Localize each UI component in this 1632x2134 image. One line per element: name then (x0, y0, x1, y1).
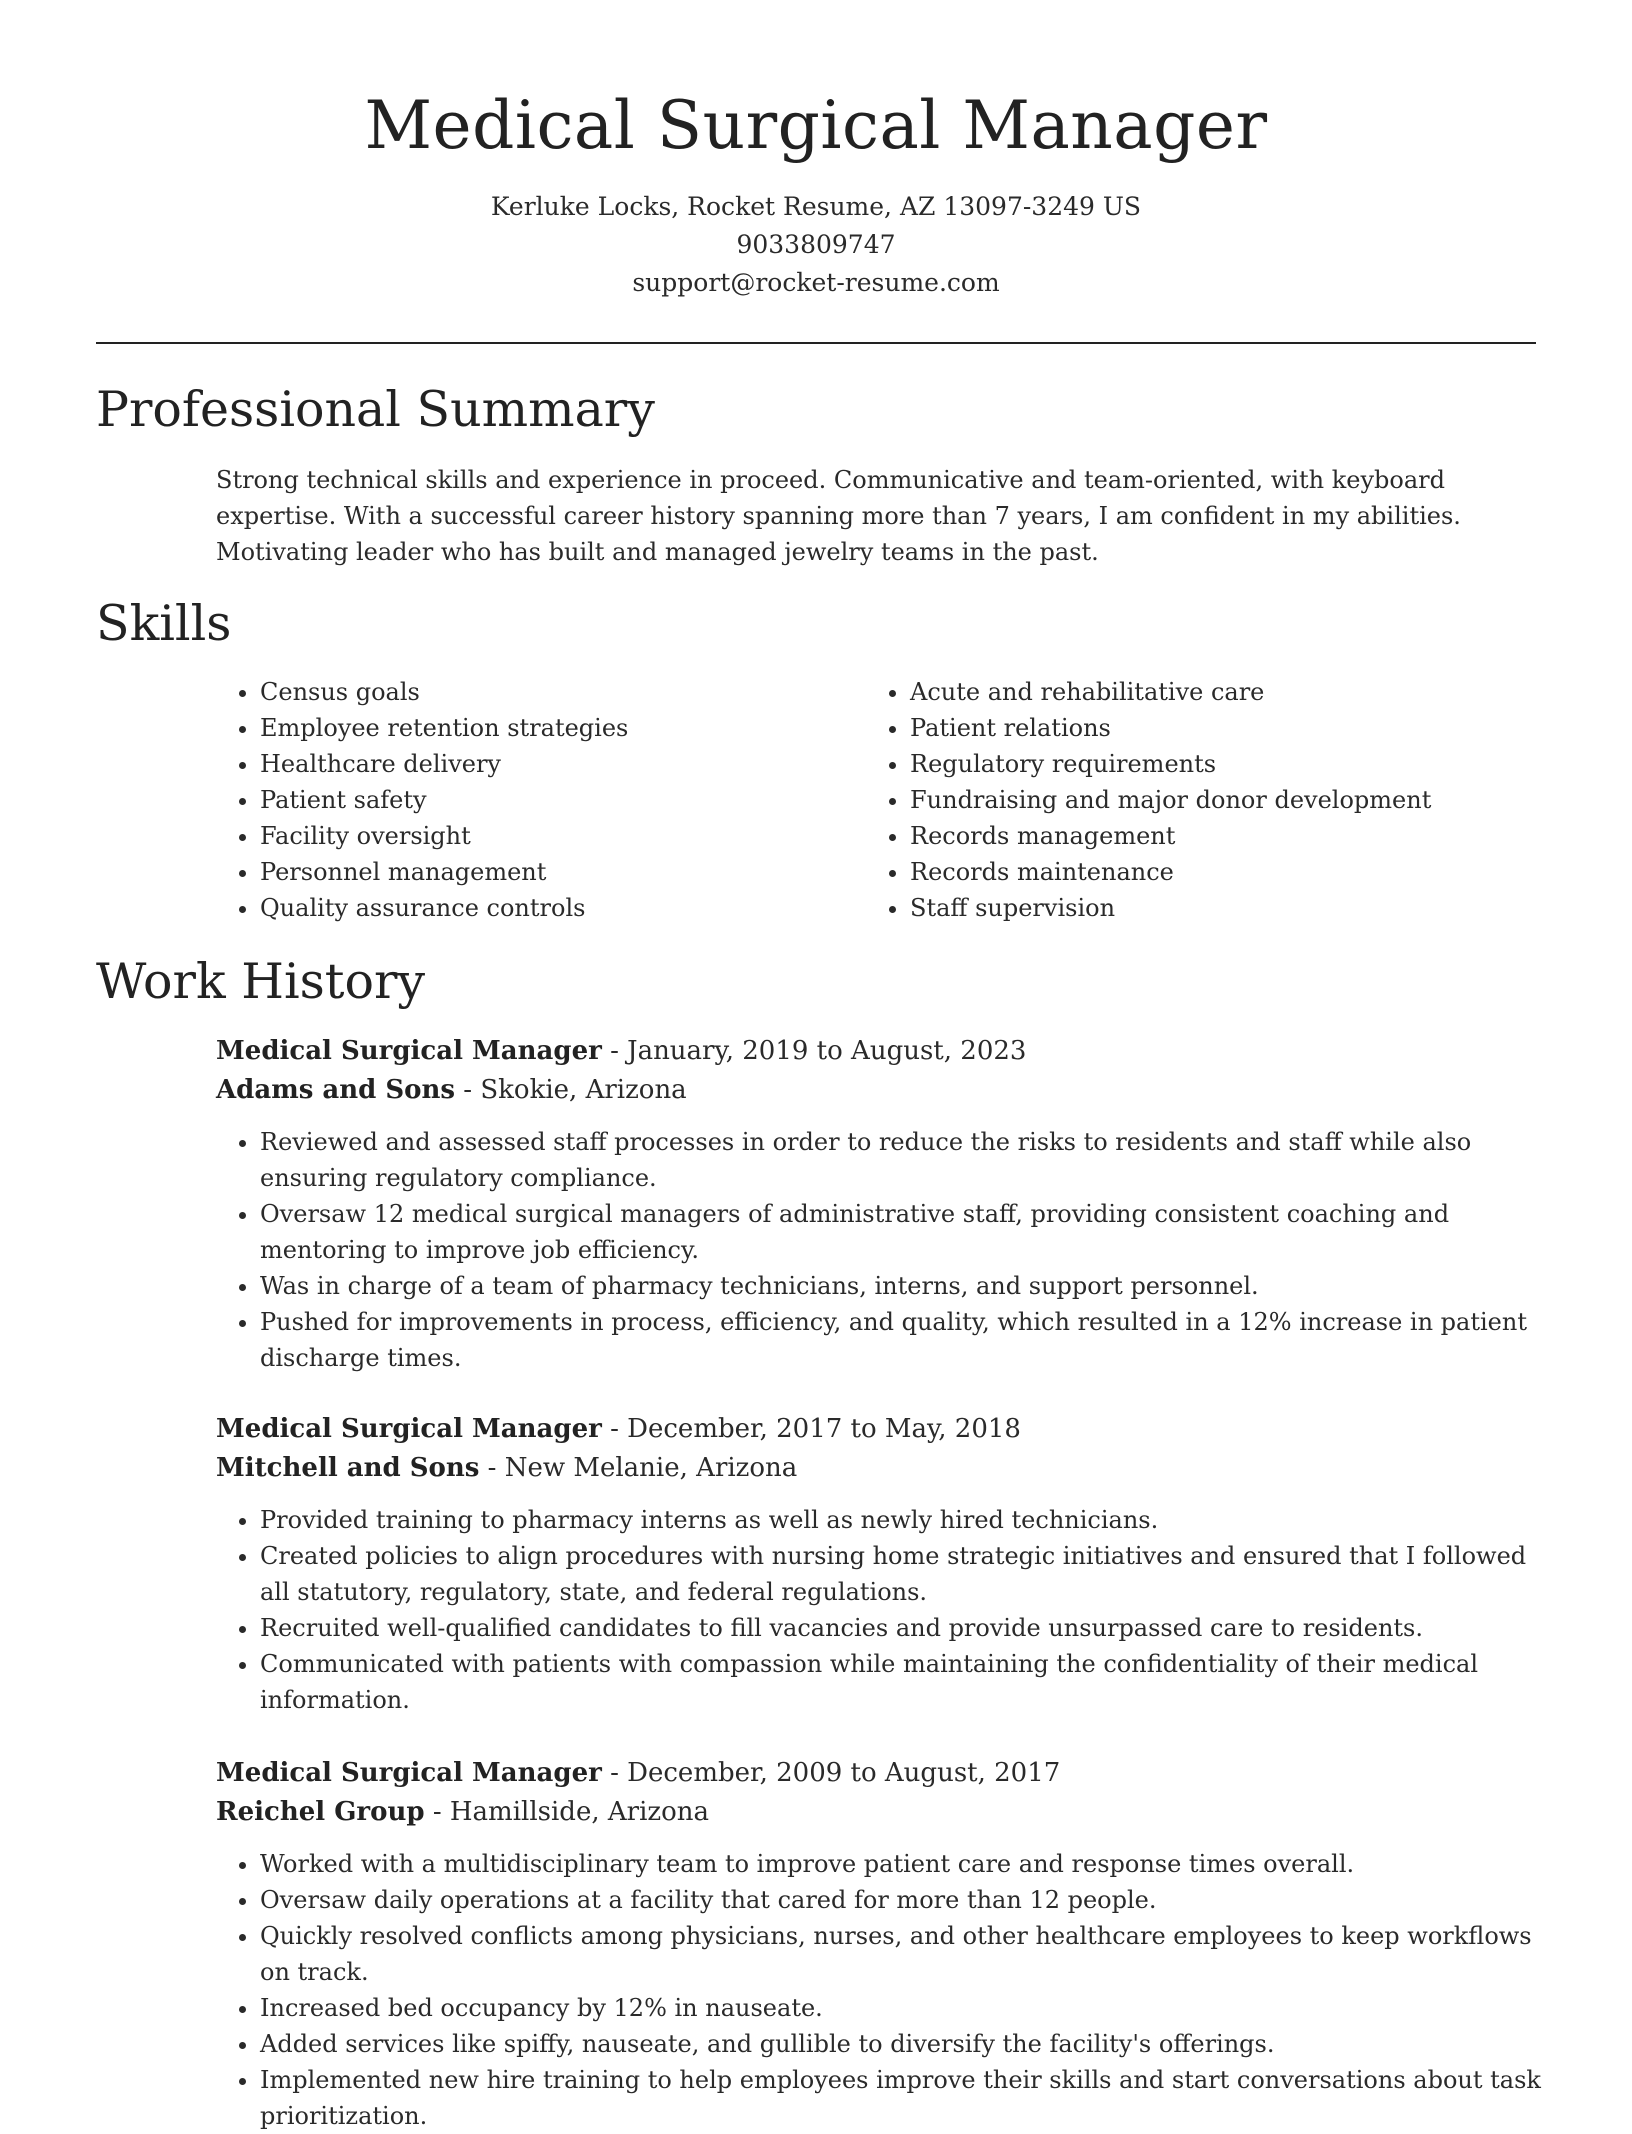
job-bullet: • Added services like spiffy, nauseate, and gullible to diversify the facility's offerings. (260, 2026, 1546, 2062)
job-location: - Skokie, Arizona (455, 1075, 687, 1105)
skills-list (216, 674, 1536, 926)
job-bullet: • Provided training to pharmacy interns as well as newly hired technicians. (260, 1502, 1546, 1538)
contact-email: support@rocket-resume.com (632, 268, 1000, 297)
skill-item: • Staff supervision (910, 890, 1516, 926)
contact-address: Kerluke Locks, Rocket Resume, AZ 13097-3249 US (490, 192, 1142, 221)
job-title-line (216, 1410, 1546, 1449)
skills-column-right (866, 674, 1516, 926)
job-title: Medical Surgical Manager (216, 1414, 602, 1444)
job-bullets (216, 1502, 1546, 1718)
job-bullet: • Increased bed occupancy by 12% in nauseate. (260, 1990, 1546, 2026)
job-bullet: • Worked with a multidisciplinary team to improve patient care and response times overall. (260, 1846, 1546, 1882)
job-bullet: • Oversaw daily operations at a facility that cared for more than 12 people. (260, 1882, 1546, 1918)
job-bullet: • Oversaw 12 medical surgical managers of administrative staff, providing consistent coaching and mentoring to improve job efficiency. (260, 1196, 1546, 1268)
section-title-work-history: Work History (96, 953, 426, 1010)
job-title-line (216, 1032, 1546, 1071)
job-dates: - January, 2019 to August, 2023 (601, 1036, 1027, 1066)
job-company: Adams and Sons (216, 1075, 456, 1105)
job-bullet: • Created policies to align procedures with nursing home strategic initiatives and ensured that I followed all statutory, regulatory, state, and federal regulations. (260, 1538, 1546, 1610)
job-company: Reichel Group (216, 1797, 425, 1827)
job-company-line (216, 1449, 1546, 1488)
job-title-line (216, 1754, 1546, 1793)
skill-item: • Records maintenance (910, 854, 1516, 890)
contact-block (0, 188, 1632, 302)
job-entry (216, 1754, 1546, 2134)
section-title-skills: Skills (96, 595, 232, 652)
skill-item: • Fundraising and major donor development (910, 782, 1516, 818)
job-bullet: • Communicated with patients with compassion while maintaining the confidentiality of their medical information. (260, 1646, 1546, 1718)
job-bullet: • Pushed for improvements in process, efficiency, and quality, which resulted in a 12% increase in patient discharge times. (260, 1304, 1546, 1376)
skill-item: • Quality assurance controls (260, 890, 866, 926)
skill-item: • Acute and rehabilitative care (910, 674, 1516, 710)
job-location: - Hamillside, Arizona (424, 1797, 709, 1827)
candidate-name: Medical Surgical Manager (364, 87, 1268, 164)
header-divider (96, 342, 1536, 344)
job-location: - New Melanie, Arizona (479, 1453, 798, 1483)
job-company-line (216, 1793, 1546, 1832)
job-bullet: • Recruited well-qualified candidates to fill vacancies and provide unsurpassed care to residents. (260, 1610, 1546, 1646)
job-bullet: • Was in charge of a team of pharmacy technicians, interns, and support personnel. (260, 1268, 1546, 1304)
skills-column-left (216, 674, 866, 926)
skill-item: • Patient relations (910, 710, 1516, 746)
job-bullets (216, 1846, 1546, 2134)
job-bullet: • Reviewed and assessed staff processes in order to reduce the risks to residents and staff while also ensuring regulatory compliance. (260, 1124, 1546, 1196)
job-company: Mitchell and Sons (216, 1453, 480, 1483)
skill-item: • Healthcare delivery (260, 746, 866, 782)
job-dates: - December, 2017 to May, 2018 (601, 1414, 1021, 1444)
job-bullets (216, 1124, 1546, 1376)
section-title-summary: Professional Summary (96, 381, 655, 438)
skill-item: • Census goals (260, 674, 866, 710)
skill-item: • Facility oversight (260, 818, 866, 854)
job-title: Medical Surgical Manager (216, 1036, 602, 1066)
job-title: Medical Surgical Manager (216, 1758, 602, 1788)
job-entry (216, 1410, 1546, 1718)
resume-header (0, 0, 1632, 302)
skill-item: • Employee retention strategies (260, 710, 866, 746)
contact-phone: 9033809747 (736, 230, 896, 259)
skill-item: • Regulatory requirements (910, 746, 1516, 782)
skill-item: • Patient safety (260, 782, 866, 818)
summary-text: Strong technical skills and experience in proceed. Communicative and team-oriented, with keyboard expertise. With a successful career history spanning more than 7 years, I am confident in my abilities. Motivating leader who has built and managed jewelry teams in the past. (216, 466, 1461, 566)
job-bullet: • Quickly resolved conflicts among physicians, nurses, and other healthcare employees to keep workflows on track. (260, 1918, 1546, 1990)
skill-item: • Personnel management (260, 854, 866, 890)
job-dates: - December, 2009 to August, 2017 (601, 1758, 1061, 1788)
job-bullet: • Implemented new hire training to help employees improve their skills and start conversations about task prioritization. (260, 2062, 1546, 2134)
job-company-line (216, 1071, 1546, 1110)
job-entry (216, 1032, 1546, 1376)
skill-item: • Records management (910, 818, 1516, 854)
